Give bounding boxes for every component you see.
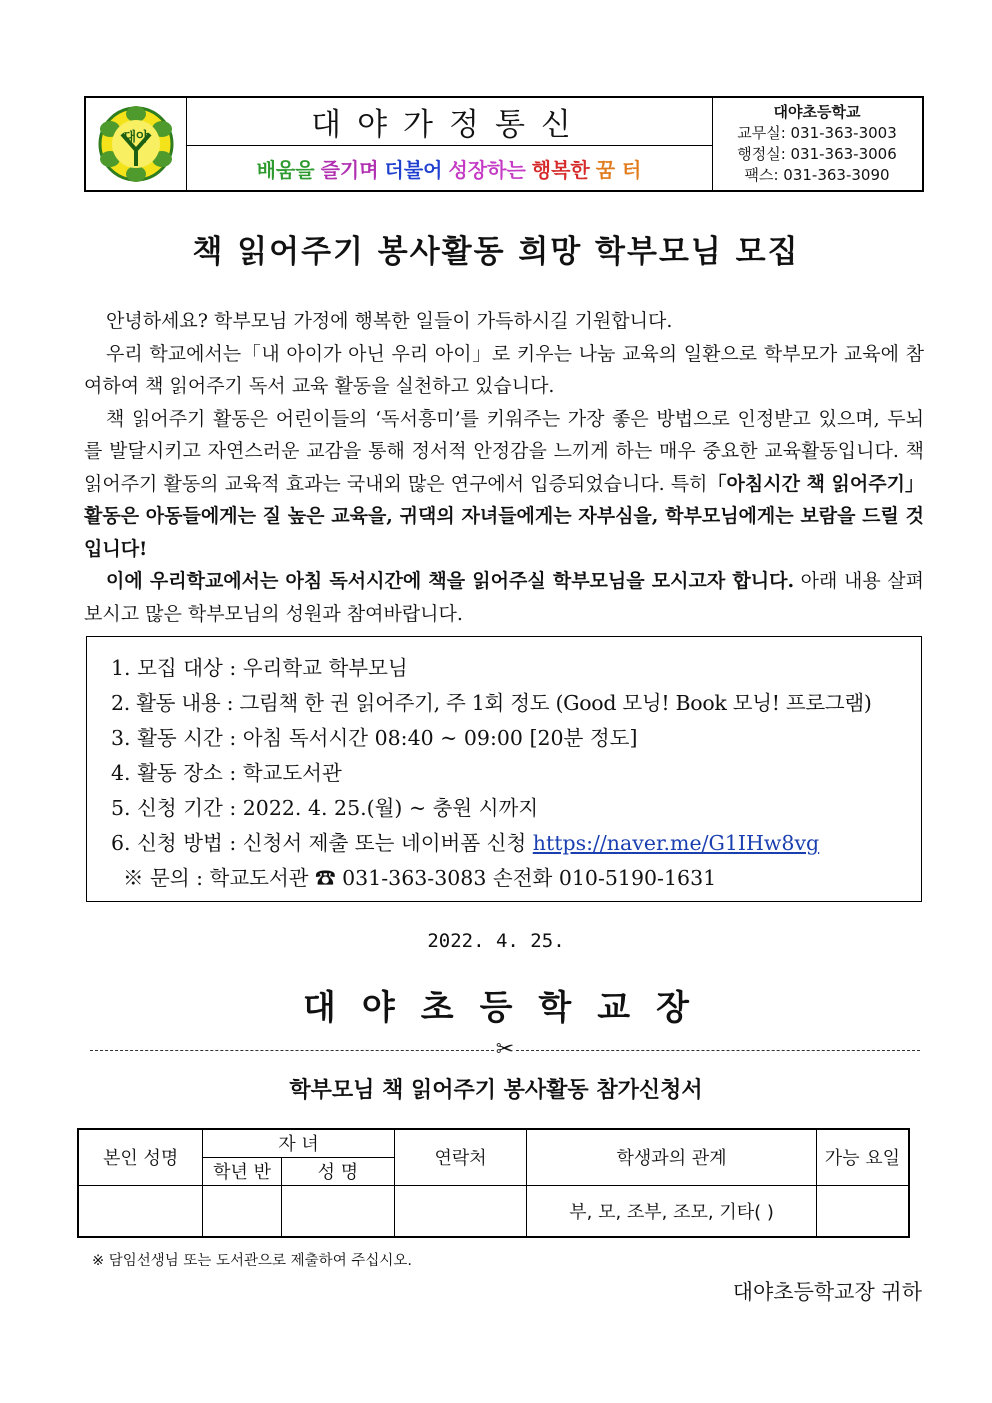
school-logo: [86, 98, 186, 190]
grade-class-field[interactable]: [203, 1185, 282, 1237]
header-cell: 가능 요일: [816, 1129, 909, 1185]
detail-item: 4. 활동 장소 : 학교도서관: [111, 761, 342, 785]
inquiry-contact: ※ 문의 : 학교도서관 ☎ 031-363-3083 손전화 010-5190-1631: [123, 866, 717, 890]
detail-text: 6. 신청 방법 : 신청서 제출 또는 네이버폼 신청: [111, 831, 533, 855]
detail-item: 3. 활동 시간 : 아침 독서시간 08:40 ~ 09:00 [20분 정도]: [111, 726, 638, 750]
slogan-word: 더불어: [384, 157, 443, 182]
issue-date: 2022. 4. 25.: [427, 930, 565, 952]
detail-item: 1. 모집 대상 : 우리학교 학부모님: [111, 656, 408, 680]
slogan-word: 배움을: [256, 157, 315, 182]
header-cell: 성 명: [282, 1157, 395, 1185]
newsletter-title: 대야가정통신: [186, 98, 712, 146]
document-title: 책 읽어주기 봉사활동 희망 학부모님 모집: [192, 234, 800, 270]
slogan-word: 꿈 터: [595, 157, 642, 182]
relation-field[interactable]: 부, 모, 조부, 조모, 기타( ): [527, 1185, 816, 1237]
cut-line: [90, 1037, 920, 1062]
contact-line: 팩스: 031-363-3090: [744, 166, 890, 184]
paragraph: 우리 학교에서는「내 아이가 아닌 우리 아이」로 키우는 나눔 교육의 일환으로 학부모가 교육에 참여하여 책 읽어주기 독서 교육 활동을 실천하고 있습니다.: [84, 342, 924, 397]
header-cell: 학생과의 관계: [527, 1129, 816, 1185]
contact-field[interactable]: [394, 1185, 527, 1237]
header-cell: 학년 반: [203, 1157, 282, 1185]
paragraph-text: 책 읽어주기 활동은 어린이들의 ‘독서흥미’를 키워주는 가장 좋은 방법으로 인정받고 있으며, 두뇌를 발달시키고 자연스러운 교감을 통해 정서적 안정감을 느끼게 하는 매우 중요한 교육활동입니다. 책 읽어주기 활동의 교육적 효과는 국내외 많은 연구에서 입증되었습니다. 특히: [84, 407, 924, 495]
dashed-divider: [516, 1050, 920, 1051]
slogan-word: 즐기며: [320, 157, 379, 182]
dashed-divider: [90, 1050, 494, 1051]
header-cell: 연락처: [394, 1129, 527, 1185]
detail-item: 2. 활동 내용 : 그림책 한 권 읽어주기, 주 1회 정도 (Good 모닝! Book 모닝! 프로그램): [111, 691, 872, 715]
header-cell: 본인 성명: [78, 1129, 203, 1185]
paragraph: [84, 403, 924, 566]
available-days-field[interactable]: [816, 1185, 909, 1237]
slogan-word: 성장하는: [448, 157, 526, 182]
principal-signature: 대야초등학교장: [303, 988, 715, 1028]
name-field[interactable]: [78, 1185, 203, 1237]
child-name-field[interactable]: [282, 1185, 395, 1237]
school-logo-cell: [86, 98, 187, 190]
submission-note: ※ 담임선생님 또는 도서관으로 제출하여 주십시오.: [92, 1253, 412, 1269]
recruitment-details: [86, 636, 922, 902]
header-title-area: [186, 98, 713, 190]
addressee: 대야초등학교장 귀하: [732, 1280, 922, 1304]
detail-item: [111, 826, 921, 861]
paragraph: [84, 565, 924, 630]
contact-line: 교무실: 031-363-3003: [737, 124, 897, 142]
paragraph-text: 아래 내용 살펴보시고 많은 학부모님의 성원과 참여바랍니다.: [84, 570, 924, 625]
paragraph: 안녕하세요? 학부모님 가정에 행복한 일들이 가득하시길 기원합니다.: [106, 310, 673, 332]
paragraph-emphasis: 「아침시간 책 읽어주기」활동은 아동들에게는 질 높은 교육을, 귀댁의 자녀들에게는 자부심을, 학부모님에게는 보람을 드릴 것입니다!: [84, 472, 924, 560]
scissors-icon: ✂: [495, 1037, 515, 1062]
letter-body: [84, 305, 924, 630]
detail-item: 5. 신청 기간 : 2022. 4. 25.(월) ~ 충원 시까지: [111, 796, 539, 820]
newsletter-header: [84, 96, 924, 192]
slogan-word: 행복한: [531, 157, 590, 182]
paragraph-emphasis: 이에 우리학교에서는 아침 독서시간에 책을 읽어주실 학부모님을 모시고자 합니다.: [106, 570, 795, 592]
school-slogan: [186, 146, 712, 190]
contact-line: 행정실: 031-363-3006: [737, 145, 897, 163]
form-title: 학부모님 책 읽어주기 봉사활동 참가신청서: [289, 1078, 703, 1103]
school-contacts: [712, 98, 922, 190]
svg-text:대야: 대야: [123, 130, 149, 145]
application-form-table: [77, 1128, 910, 1238]
school-name: 대야초등학교: [773, 103, 861, 121]
naver-form-link[interactable]: https://naver.me/G1IHw8vg: [532, 831, 820, 855]
header-cell: 자 녀: [203, 1129, 395, 1157]
